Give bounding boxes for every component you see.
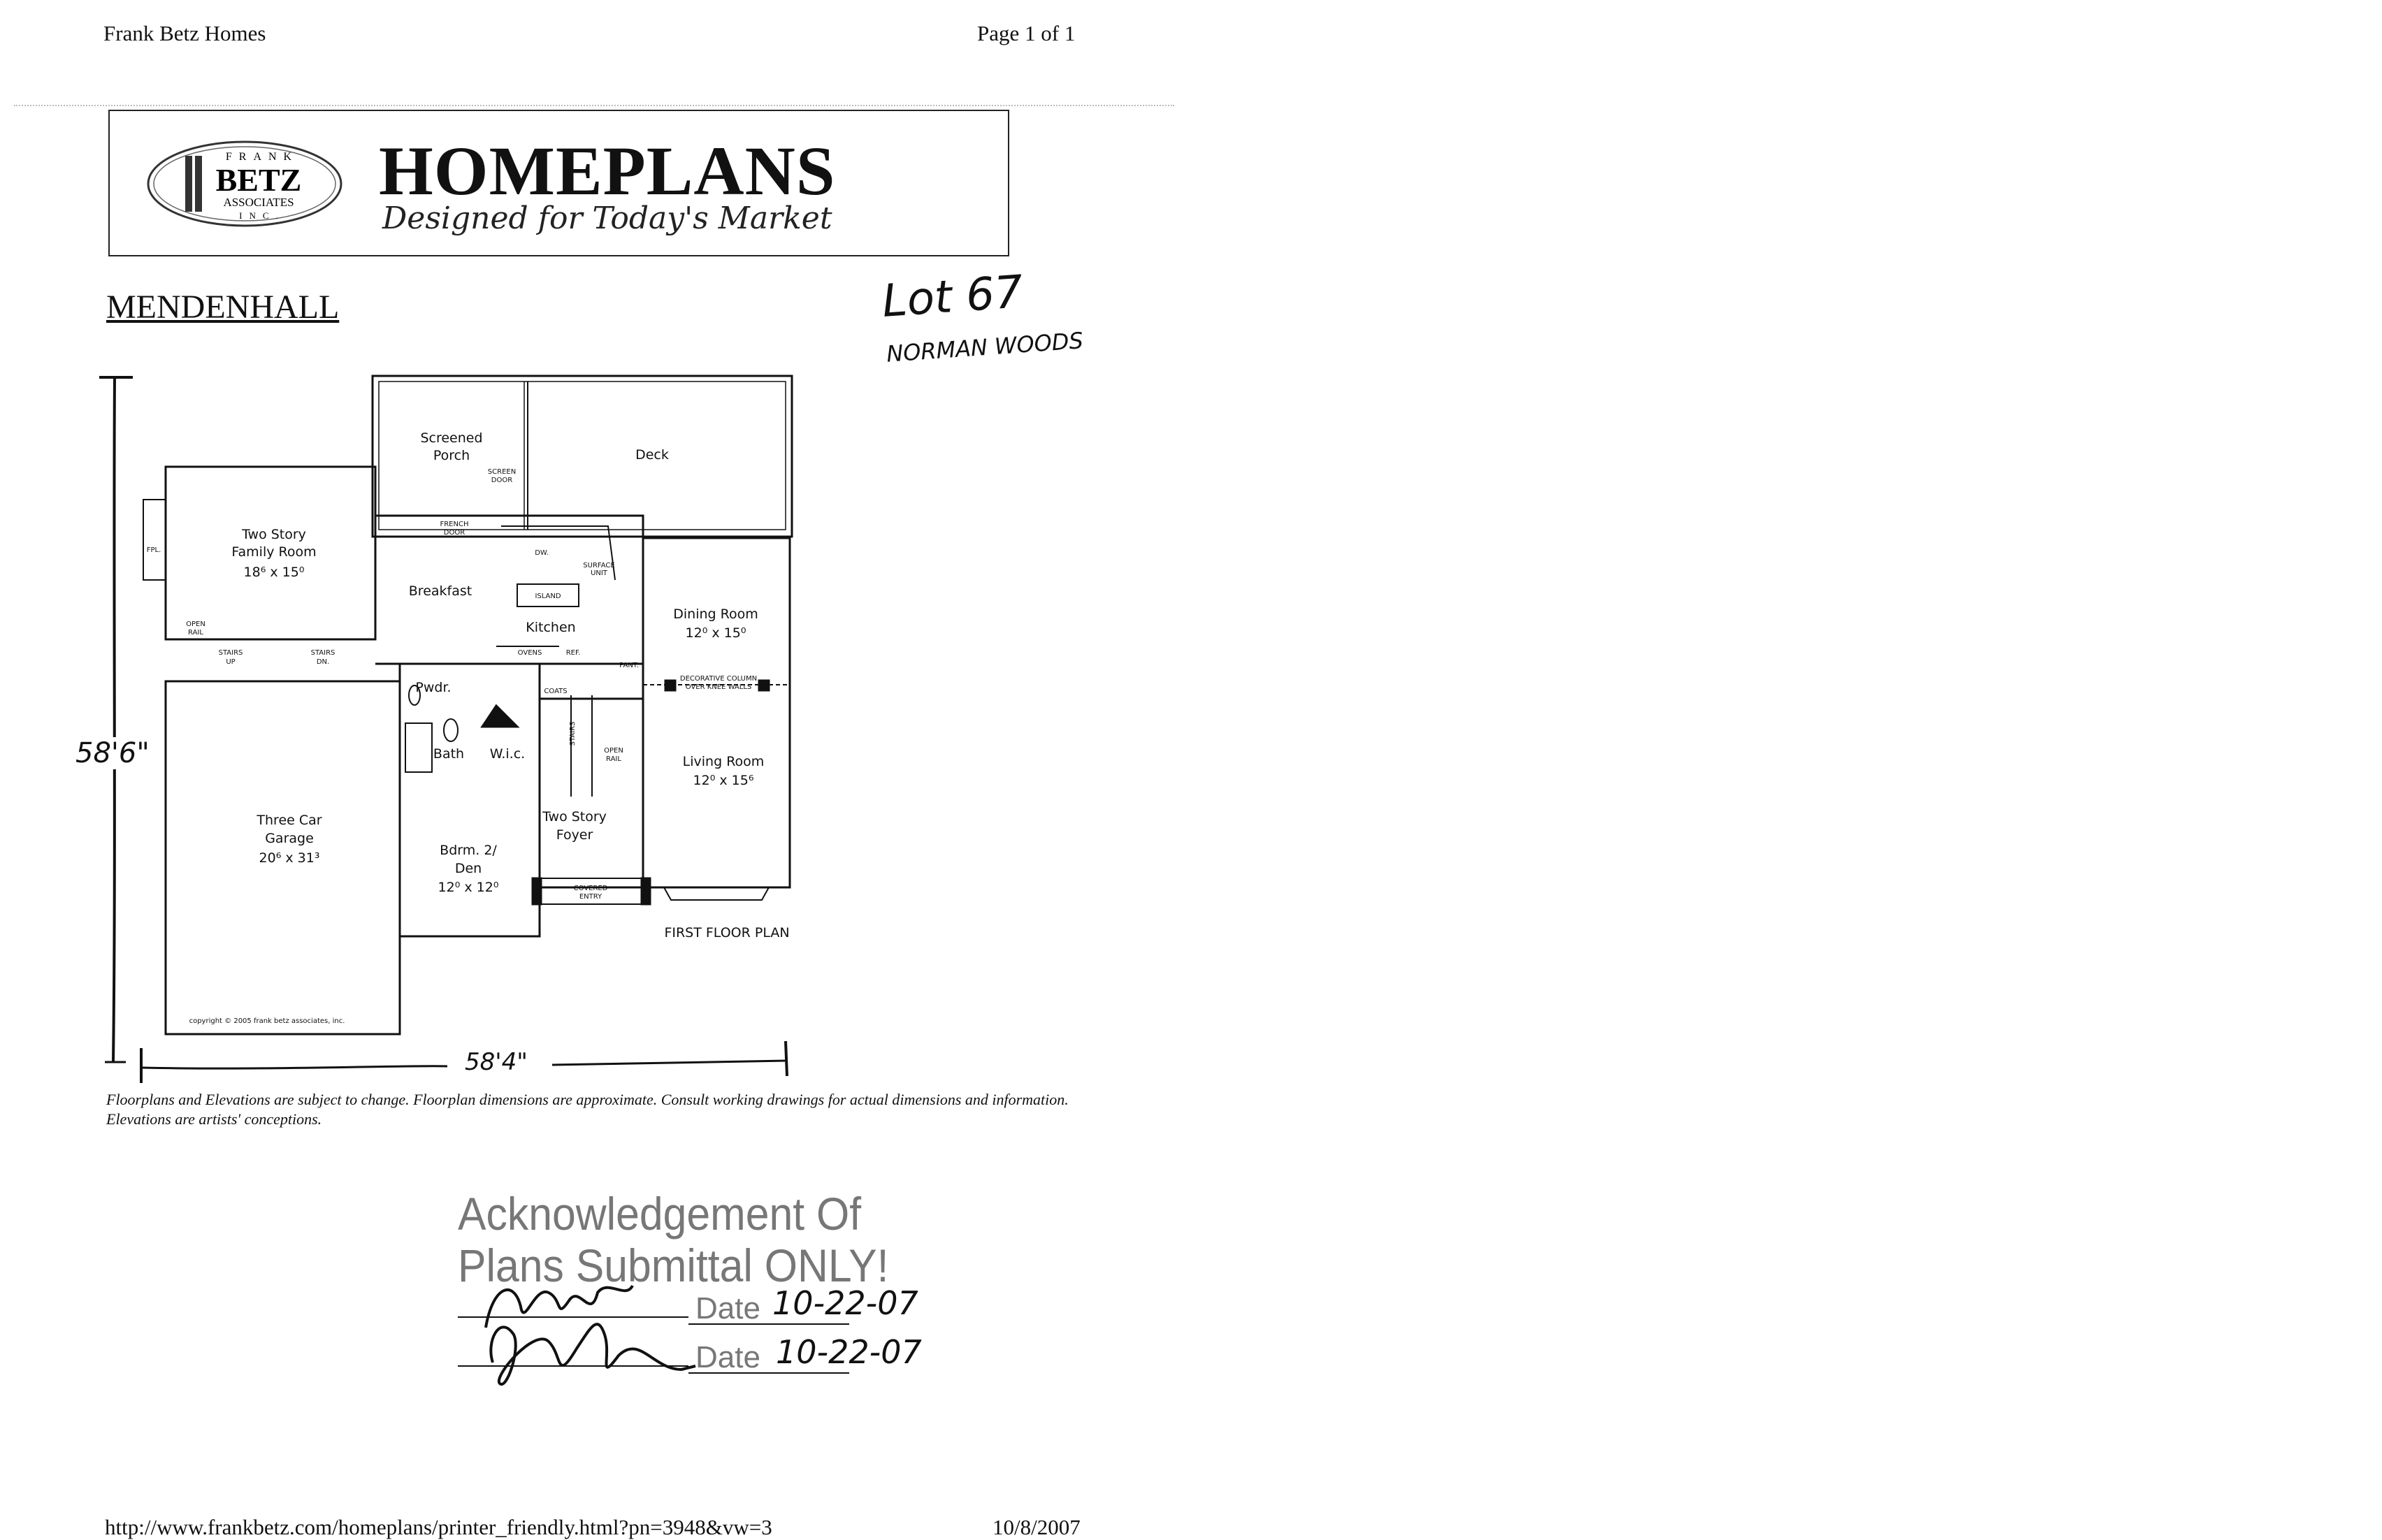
garage-label-1: Three Car [257,813,322,828]
pantry-label: PANT. [619,662,639,669]
coats-label: COATS [544,688,568,695]
walk-in-closet-label: W.i.c. [489,746,526,762]
width-dimension-label: 58'4" [465,1048,528,1076]
stairs-up-label-2: UP [226,658,236,666]
screened-porch-label-1: Screened [420,430,483,446]
decorative-column-label-1: DECORATIVE COLUMN [679,675,758,683]
footer-url: http://www.frankbetz.com/homeplans/printer_friendly.html?pn=3948&vw=3 [105,1515,772,1539]
disclaimer: Floorplans and Elevations are subject to change. Floorplan dimensions are approximate. Consult working drawings for actual dimensions and information. Elevations are artists' conceptions. [106,1091,1069,1128]
family-room-label-1: Two Story [242,527,306,542]
frank-betz-logo [143,136,346,231]
dining-room-label-1: Dining Room [673,606,758,622]
bedroom-label-1: Bdrm. 2/ [440,843,497,858]
footer-date: 10/8/2007 [992,1515,1081,1539]
header-divider [14,105,1174,106]
garage-label-3: 20⁶ x 31³ [259,850,320,866]
logo-sub-text: ASSOCIATES [223,196,294,209]
stairs-down-label-2: DN. [316,658,330,666]
dishwasher-label: DW. [535,549,549,557]
handwritten-date-2: 10-22-07 [776,1333,922,1371]
refrigerator-label: REF. [565,649,581,657]
signatures [458,1272,919,1397]
breakfast-label: Breakfast [408,583,472,599]
garage-label-2: Garage [265,831,314,846]
living-room-label-1: Living Room [682,754,765,769]
bedroom-label-2: Den [454,861,482,876]
decorative-column-label-2: OVER KNEE WALLS [685,683,752,691]
living-room-label-2: 12⁰ x 15⁶ [693,773,754,788]
first-floor-plan [105,370,804,1069]
deck-label: Deck [635,447,669,463]
stamp-line-2: Plans Submittal ONLY! [458,1240,889,1291]
plan-name: MENDENHALL [106,289,340,326]
family-room-label-2: Family Room [231,544,317,560]
header-page-number: Page 1 of 1 [977,21,1076,45]
dining-room-label-2: 12⁰ x 15⁰ [685,625,746,641]
logo-top-text: FRANK [225,151,299,163]
logo-name-text: BETZ [215,162,302,198]
covered-entry-label-1: COVERED [573,885,608,892]
homeplans-banner [108,110,1009,256]
logo-inc-text: INC. [239,210,285,221]
screen-door-label-1: SCREEN [487,468,517,476]
date-label-1: Date [695,1291,760,1325]
bedroom-label-3: 12⁰ x 12⁰ [438,880,499,895]
island-label: ISLAND [535,593,561,600]
open-rail-label-2: RAIL [188,629,203,637]
acknowledgement-stamp [458,1188,947,1397]
kitchen-label: Kitchen [526,620,576,635]
bath-label: Bath [433,746,465,762]
foyer-label-2: Foyer [556,827,593,843]
fireplace-label: FPL. [146,546,161,554]
screen-door-label-2: DOOR [491,477,513,484]
foyer-label-1: Two Story [542,809,607,825]
floor-plan-label: FIRST FLOOR PLAN [664,925,790,940]
french-door-label-1: FRENCH [440,521,469,528]
ovens-label: OVENS [517,649,542,657]
handwritten-lot: Lot 67 [880,266,1025,328]
date-label-2: Date [695,1340,760,1374]
covered-entry-label-2: ENTRY [579,893,602,901]
stairs-down-label-1: STAIRS [310,649,335,657]
surface-unit-label-1: SURFACE [583,562,615,569]
depth-dimension-label: 58'6" [75,737,150,769]
homeplans-title: HOMEPLANS [379,132,836,210]
header-company: Frank Betz Homes [103,21,266,45]
handwritten-subdivision: NORMAN WOODS [886,327,1084,368]
french-door-label-2: DOOR [443,529,465,537]
open-rail-label-1: OPEN [186,620,205,628]
homeplans-tagline: Designed for Today's Market [382,201,832,236]
surface-unit-label-2: UNIT [591,569,607,577]
family-room-label-3: 18⁶ x 15⁰ [243,565,305,580]
foyer-stairs-label: STAIRS [569,721,577,746]
open-rail-2-label-1: OPEN [604,747,623,755]
handwritten-date-1: 10-22-07 [772,1284,918,1322]
stamp-line-1: Acknowledgement Of [458,1188,862,1240]
copyright-label: copyright © 2005 frank betz associates, inc. [189,1017,345,1025]
powder-room-label: Pwdr. [415,680,452,695]
stairs-up-label-1: STAIRS [218,649,243,657]
screened-porch-label-2: Porch [433,448,470,463]
open-rail-2-label-2: RAIL [606,755,621,763]
